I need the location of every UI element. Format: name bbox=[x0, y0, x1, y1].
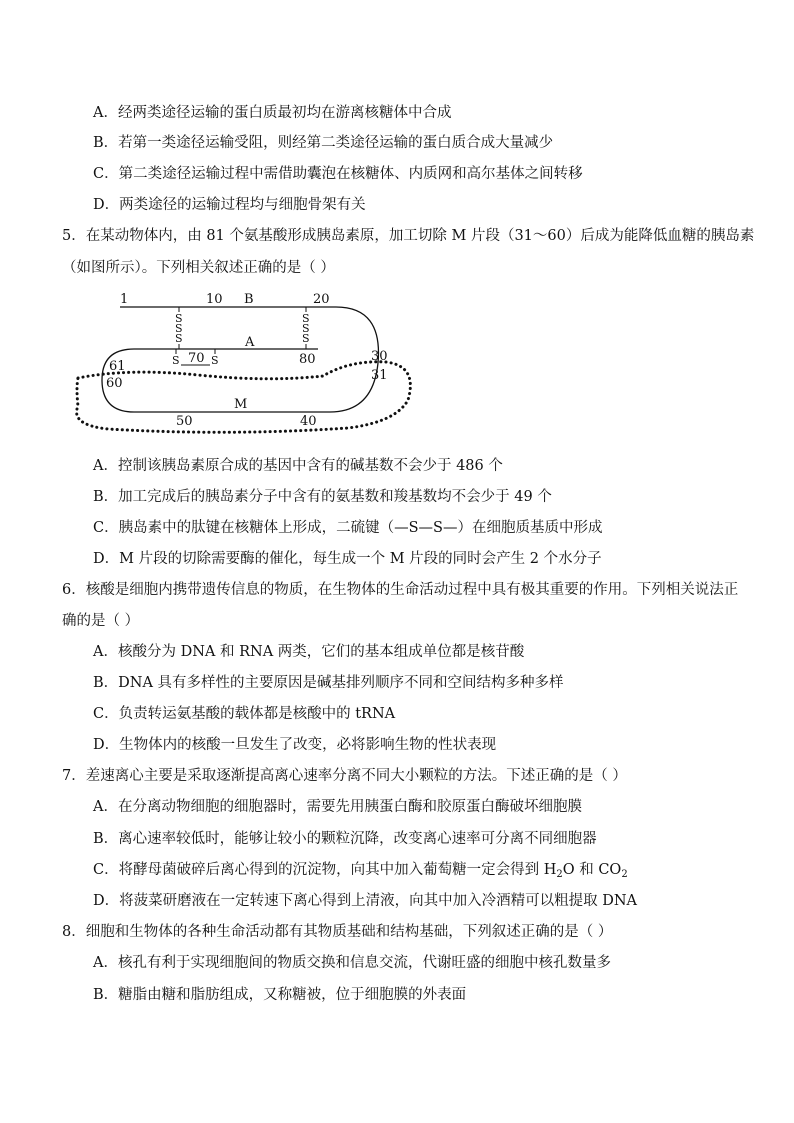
q5-option-a: A．控制该胰岛素原合成的基因中含有的碱基数不会少于 486 个 bbox=[93, 458, 503, 474]
q4-option-a: A．经两类途径运输的蛋白质最初均在游离核糖体中合成 bbox=[93, 105, 452, 121]
q7-option-d: D．将菠菜研磨液在一定转速下离心得到上清液，向其中加入冷酒精可以粗提取 DNA bbox=[93, 893, 638, 909]
q7-stem: 7．差速离心主要是采取逐渐提高离心速率分离不同大小颗粒的方法。下述正确的是（ ） bbox=[62, 768, 627, 784]
q6-option-c: C．负责转运氨基酸的载体都是核酸中的 tRNA bbox=[93, 706, 396, 722]
label-m: M bbox=[234, 397, 248, 412]
q5-option-d: D．M 片段的切除需要酶的催化，每生成一个 M 片段的同时会产生 2 个水分子 bbox=[93, 551, 602, 567]
label-80: 80 bbox=[299, 352, 316, 367]
disulfide-s: S bbox=[302, 332, 310, 345]
q6-option-d: D．生物体内的核酸一旦发生了改变，必将影响生物的性状表现 bbox=[93, 737, 497, 753]
q7-option-b: B．离心速率较低时，能够让较小的颗粒沉降，改变离心速率可分离不同细胞器 bbox=[93, 831, 597, 847]
label-31: 31 bbox=[371, 368, 388, 383]
label-70: 70 bbox=[188, 351, 205, 366]
disulfide-s: S bbox=[175, 332, 183, 345]
disulfide-s: S bbox=[175, 312, 183, 325]
q6-stem-line1: 6．核酸是细胞内携带遗传信息的物质，在生物体的生命活动过程中具有极其重要的作用。下列相关说法正 bbox=[62, 582, 739, 598]
q5-option-c: C．胰岛素中的肽键在核糖体上形成，二硫键（—S—S—）在细胞质基质中形成 bbox=[93, 520, 603, 536]
label-1: 1 bbox=[120, 292, 129, 307]
label-61: 61 bbox=[109, 359, 126, 374]
q5-stem-line2: （如图所示）。下列相关叙述正确的是（ ） bbox=[62, 260, 335, 276]
label-10: 10 bbox=[206, 292, 223, 307]
q6-stem-line2: 确的是（ ） bbox=[62, 613, 140, 629]
q8-option-a: A．核孔有利于实现细胞间的物质交换和信息交流，代谢旺盛的细胞中核孔数量多 bbox=[93, 955, 611, 971]
disulfide-s: S bbox=[211, 354, 219, 367]
label-20: 20 bbox=[313, 292, 330, 307]
q7-option-c: C．将酵母菌破碎后离心得到的沉淀物，向其中加入葡萄糖一定会得到 $H_2O$ 和 $CO_2$ bbox=[93, 862, 628, 880]
q4-option-c: C．第二类途径运输过程中需借助囊泡在核糖体、内质网和高尔基体之间转移 bbox=[93, 166, 583, 182]
q8-stem: 8．细胞和生物体的各种生命活动都有其物质基础和结构基础，下列叙述正确的是（ ） bbox=[62, 924, 613, 940]
q8-option-b: B．糖脂由糖和脂肪组成，又称糖被，位于细胞膜的外表面 bbox=[93, 987, 467, 1003]
disulfide-s: S bbox=[302, 322, 310, 335]
disulfide-s: S bbox=[175, 322, 183, 335]
label-50: 50 bbox=[176, 414, 193, 429]
q7-option-a: A．在分离动物细胞的细胞器时，需要先用胰蛋白酶和胶原蛋白酶破坏细胞膜 bbox=[93, 799, 582, 815]
q5-stem-line1: 5．在某动物体内，由 81 个氨基酸形成胰岛素原，加工切除 M 片段（31～60）后成为能降低血糖的胰岛素 bbox=[62, 228, 755, 244]
label-40: 40 bbox=[300, 414, 317, 429]
disulfide-s: S bbox=[172, 354, 180, 367]
q5-option-b: B．加工完成后的胰岛素分子中含有的氨基数和羧基数均不会少于 49 个 bbox=[93, 489, 552, 505]
disulfide-s: S bbox=[302, 312, 310, 325]
label-30: 30 bbox=[371, 349, 388, 364]
label-60: 60 bbox=[106, 376, 123, 391]
label-a: A bbox=[245, 335, 255, 350]
q6-option-b: B．DNA 具有多样性的主要原因是碱基排列顺序不同和空间结构多种多样 bbox=[93, 675, 564, 691]
q6-option-a: A．核酸分为 DNA 和 RNA 两类，它们的基本组成单位都是核苷酸 bbox=[93, 644, 525, 660]
label-b: B bbox=[244, 292, 254, 307]
q4-option-b: B．若第一类途径运输受阻，则经第二类途径运输的蛋白质合成大量减少 bbox=[93, 135, 554, 151]
q4-option-d: D．两类途径的运输过程均与细胞骨架有关 bbox=[93, 197, 366, 213]
insulin-diagram bbox=[68, 288, 488, 438]
